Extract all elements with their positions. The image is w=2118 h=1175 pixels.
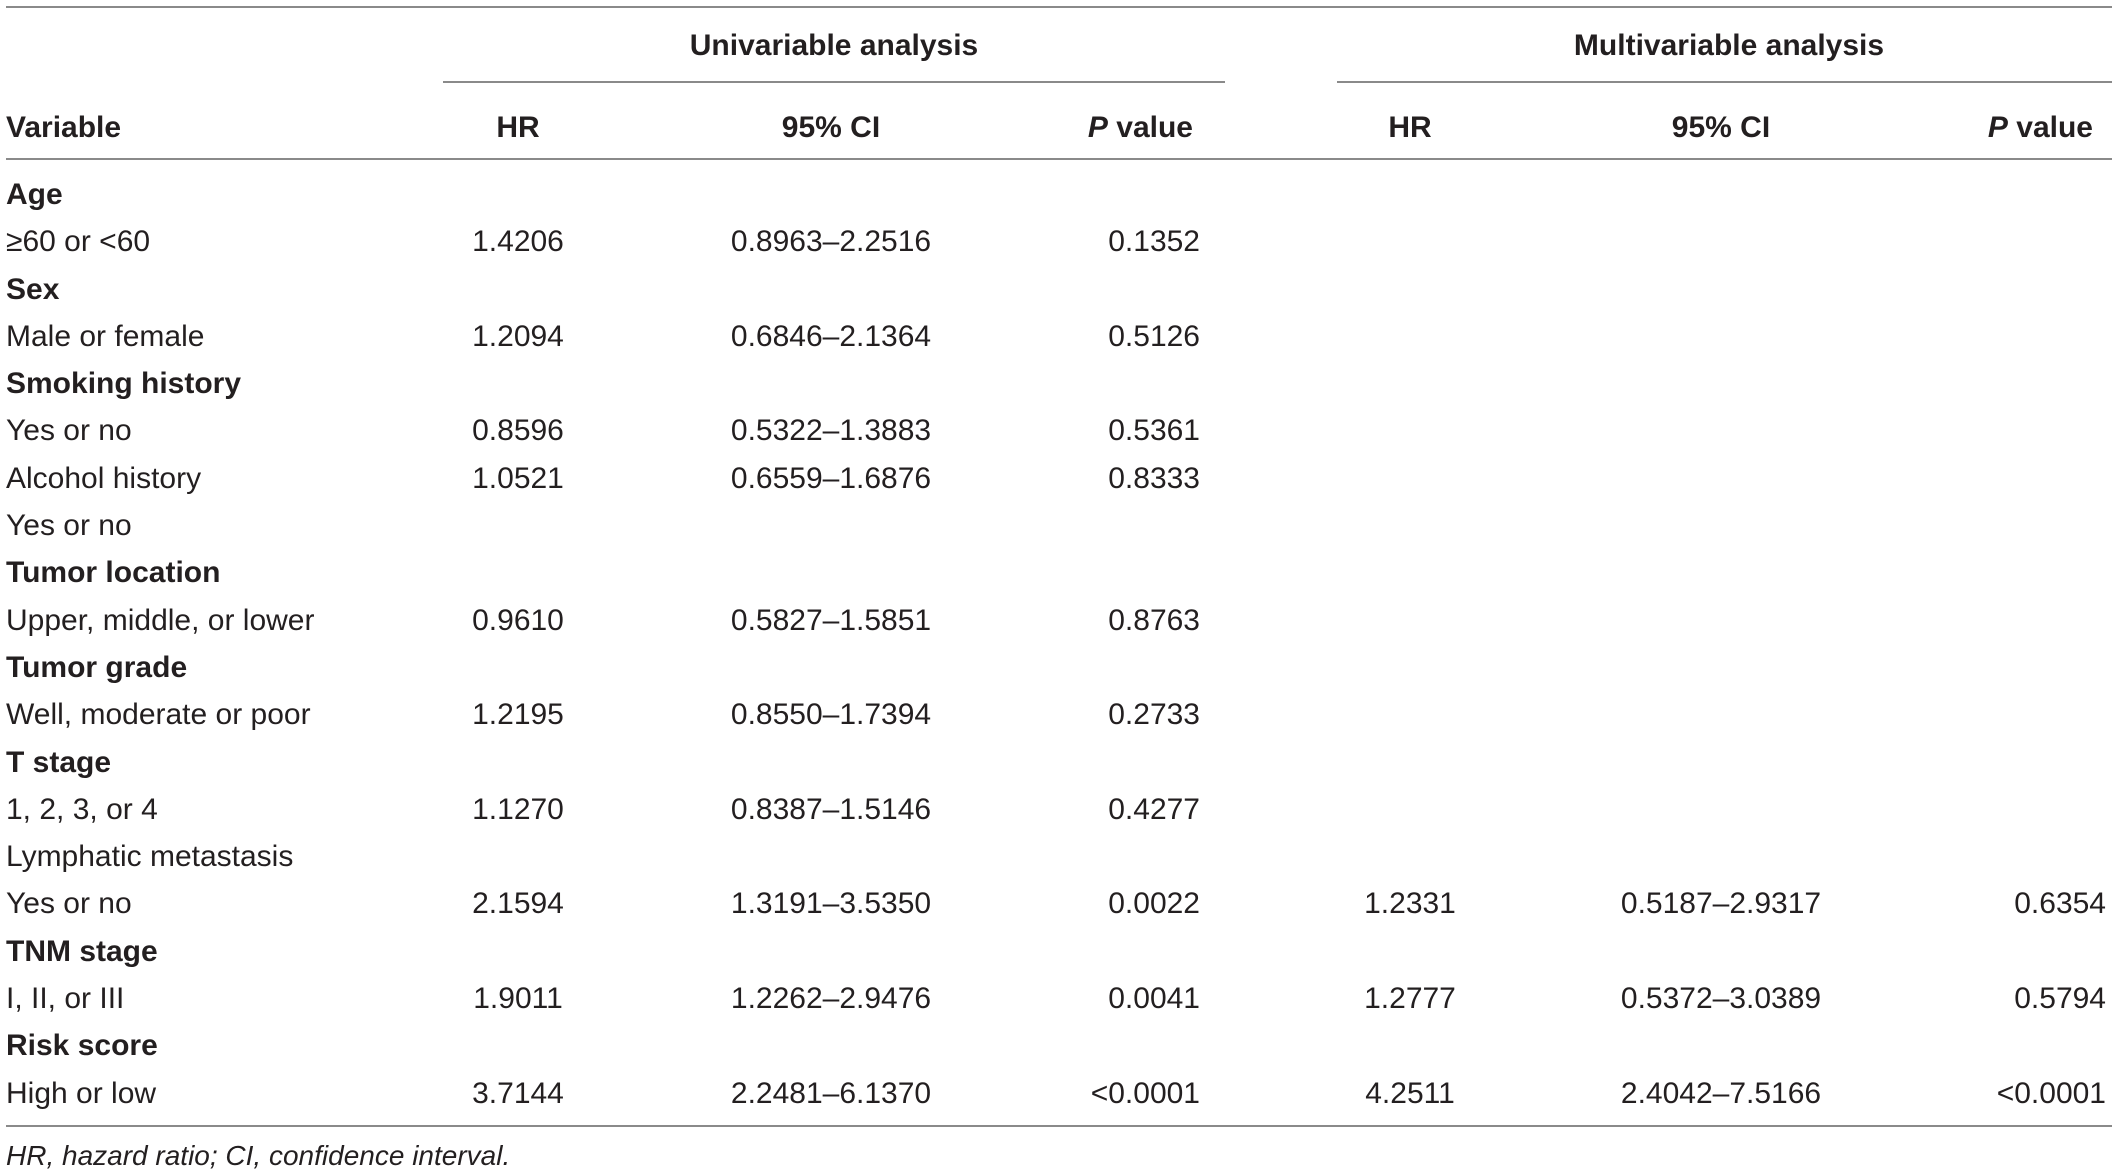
multivariable-p-cell: 0.5794	[2014, 982, 2106, 1016]
univariable-hr-cell: 0.8596	[472, 414, 564, 448]
table-top-rule	[6, 6, 2112, 8]
table-row	[6, 459, 2112, 506]
column-header-variable: Variable	[6, 111, 122, 144]
table-row	[6, 222, 2112, 269]
univariable-ci-cell: 0.8387–1.5146	[730, 792, 932, 826]
table-group-row	[6, 175, 2112, 222]
univariable-hr-cell: 2.1594	[472, 887, 564, 921]
column-header-univariable-hr: HR	[496, 111, 540, 144]
univariable-ci-cell: 0.8963–2.2516	[730, 225, 932, 259]
column-header-multivariable-hr: HR	[1388, 111, 1432, 144]
row-label: 1, 2, 3, or 4	[6, 792, 158, 826]
table-body	[6, 175, 2112, 1121]
univariable-hr-cell: 3.7144	[472, 1076, 564, 1110]
column-header-univariable-ci: 95% CI	[781, 111, 881, 144]
table-row	[6, 506, 2112, 553]
table-row	[6, 317, 2112, 364]
univariable-p-cell: 0.8763	[1108, 603, 1200, 637]
univariable-ci-cell: 2.2481–6.1370	[730, 1076, 932, 1110]
univariable-group-rule	[443, 81, 1225, 83]
column-header-multivariable-ci: 95% CI	[1671, 111, 1771, 144]
multivariable-ci-cell: 0.5372–3.0389	[1620, 982, 1822, 1016]
multivariable-group-rule	[1337, 81, 2112, 83]
univariable-ci-cell: 1.3191–3.5350	[730, 887, 932, 921]
univariable-hr-cell: 1.4206	[472, 225, 564, 259]
table-row	[6, 411, 2112, 458]
table-group-row	[6, 743, 2112, 790]
univariable-hr-cell: 1.2094	[472, 319, 564, 353]
table-row	[6, 1074, 2112, 1121]
multivariable-ci-cell: 2.4042–7.5166	[1620, 1076, 1822, 1110]
p-symbol: P	[1987, 111, 2008, 144]
row-label: Lymphatic metastasis	[6, 840, 294, 874]
multivariable-p-cell: <0.0001	[1996, 1076, 2106, 1110]
univariable-p-cell: <0.0001	[1090, 1076, 1200, 1110]
row-label: Sex	[6, 272, 60, 306]
univariable-hr-cell: 1.9011	[473, 982, 563, 1016]
univariable-ci-cell: 1.2262–2.9476	[730, 982, 932, 1016]
univariable-hr-cell: 1.2195	[472, 698, 564, 732]
p-value-text: value	[1107, 111, 1193, 144]
table-row	[6, 837, 2112, 884]
multivariable-hr-cell: 4.2511	[1365, 1076, 1455, 1110]
multivariable-hr-cell: 1.2331	[1364, 887, 1456, 921]
table-group-row	[6, 648, 2112, 695]
row-label: High or low	[6, 1076, 157, 1110]
row-label: Yes or no	[6, 414, 132, 448]
row-label: TNM stage	[6, 934, 158, 968]
table-row	[6, 601, 2112, 648]
univariable-hr-cell: 1.0521	[472, 461, 564, 495]
univariable-p-cell: 0.5126	[1108, 319, 1200, 353]
table-group-row	[6, 553, 2112, 600]
row-label: Tumor location	[6, 556, 221, 590]
p-symbol: P	[1087, 111, 1108, 144]
table-bottom-rule	[6, 1125, 2112, 1127]
row-label: Alcohol history	[6, 461, 202, 495]
univariable-ci-cell: 0.5322–1.3883	[730, 414, 932, 448]
univariable-p-cell: 0.2733	[1108, 698, 1200, 732]
table-row	[6, 695, 2112, 742]
table-row	[6, 979, 2112, 1026]
row-label: Well, moderate or poor	[6, 698, 311, 732]
multivariable-group-header: Multivariable analysis	[1573, 29, 1885, 62]
row-label: I, II, or III	[6, 982, 125, 1016]
univariable-p-cell: 0.0041	[1108, 982, 1200, 1016]
multivariable-ci-cell: 0.5187–2.9317	[1620, 887, 1822, 921]
table-footnote: HR, hazard ratio; CI, confidence interval.	[6, 1140, 511, 1171]
univariable-p-cell: 0.0022	[1108, 887, 1200, 921]
univariable-p-cell: 0.1352	[1108, 225, 1200, 259]
table-row	[6, 884, 2112, 931]
row-label: Yes or no	[6, 509, 132, 543]
table-group-row	[6, 932, 2112, 979]
univariable-hr-cell: 0.9610	[472, 603, 564, 637]
row-label: Tumor grade	[6, 650, 188, 684]
univariable-ci-cell: 0.8550–1.7394	[730, 698, 932, 732]
multivariable-hr-cell: 1.2777	[1364, 982, 1456, 1016]
row-label: Upper, middle, or lower	[6, 603, 315, 637]
row-label: Yes or no	[6, 887, 132, 921]
p-value-text: value	[2007, 111, 2093, 144]
univariable-group-header: Univariable analysis	[689, 29, 979, 62]
univariable-ci-cell: 0.5827–1.5851	[730, 603, 932, 637]
row-label: ≥60 or <60	[6, 225, 151, 259]
univariable-p-cell: 0.4277	[1108, 792, 1200, 826]
table-group-row	[6, 1026, 2112, 1073]
column-header-univariable-p	[1006, 110, 1193, 146]
univariable-p-cell: 0.8333	[1108, 461, 1200, 495]
table-group-row	[6, 270, 2112, 317]
row-label: T stage	[6, 745, 112, 779]
univariable-ci-cell: 0.6559–1.6876	[730, 461, 932, 495]
multivariable-p-cell: 0.6354	[2014, 887, 2106, 921]
univariable-p-cell: 0.5361	[1108, 414, 1200, 448]
header-rule	[6, 158, 2112, 160]
table-group-row	[6, 364, 2112, 411]
row-label: Risk score	[6, 1029, 158, 1063]
univariable-hr-cell: 1.1270	[472, 792, 564, 826]
univariable-ci-cell: 0.6846–2.1364	[730, 319, 932, 353]
row-label: Age	[6, 178, 63, 211]
row-label: Male or female	[6, 319, 205, 353]
table-row	[6, 790, 2112, 837]
row-label: Smoking history	[6, 367, 242, 401]
column-header-multivariable-p	[1912, 110, 2093, 146]
